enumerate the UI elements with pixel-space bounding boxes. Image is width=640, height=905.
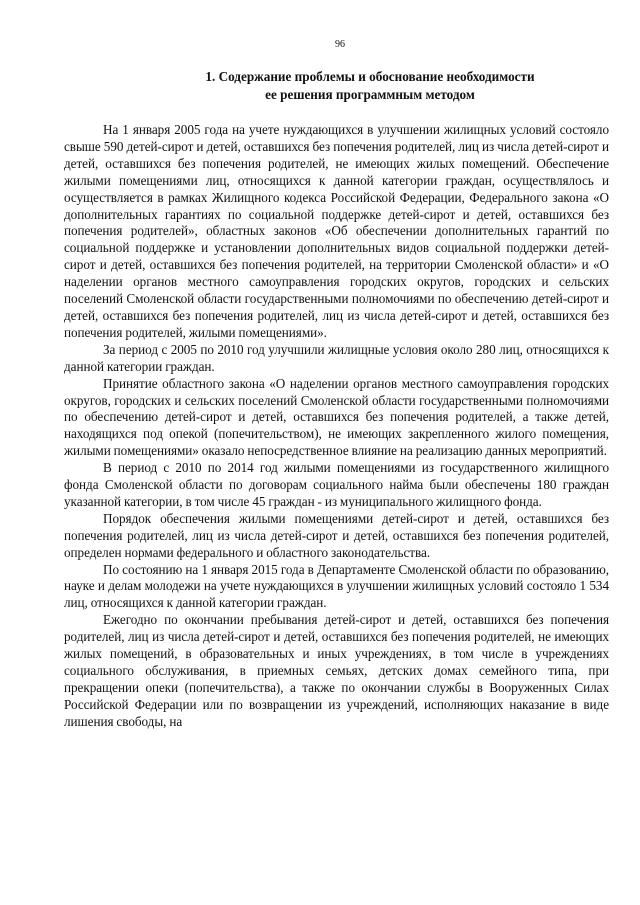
- paragraph-3: Принятие областного закона «О наделении органов местного самоуправления городских округов, городских и сельских поселений Смоленской области государственными полномочиями по обеспечению детей-сирот и детей, оставшихся без попечения родителей, а также детей, находящихся под опекой (попечительством), не имеющих закрепленного жилого помещения, жилыми помещениями» оказало непосредственное влияние на реализацию данных мероприятий.: [64, 375, 609, 459]
- paragraph-6: По состоянию на 1 января 2015 года в Департаменте Смоленской области по образованию, науке и делам молодежи на учете нуждающихся в улучшении жилищных условий состояло 1 534 лиц, относящихся к данной категории граждан.: [64, 561, 609, 611]
- body-text: [64, 122, 609, 731]
- section-heading: [140, 68, 600, 104]
- section-heading-line-1: 1. Содержание проблемы и обоснование необходимости: [205, 69, 535, 84]
- paragraph-7: Ежегодно по окончании пребывания детей-сирот и детей, оставшихся без попечения родителей, лиц из числа детей-сирот и детей, оставшихся без попечения родителей, не имеющих жилых помещений, в образовательных и иных учреждениях, в том числе в учреждениях социального обслуживания, в приемных семьях, детских домах семейного типа, при прекращении опеки (попечительства), а также по окончании службы в Вооруженных Силах Российской Федерации или по возвращении из учреждений, исполняющих наказание в виде лишения свободы, на: [64, 612, 609, 729]
- paragraph-4: В период с 2010 по 2014 год жилыми помещениями из государственного жилищного фонда Смоленской области по договорам социального найма были обеспечены 180 граждан указанной категории, в том числе 45 граждан - из муниципального жилищного фонда.: [64, 460, 609, 509]
- paragraph-1: На 1 января 2005 года на учете нуждающихся в улучшении жилищных условий состояло свыше 590 детей-сирот и детей, оставшихся без попечения родителей, лиц из числа детей-сирот и детей, оставшихся без попечения родителей, не имеющих жилых помещений. Обеспечение жилыми помещениями лиц, относящихся к данной категории граждан, осуществлялось и осуществляется в рамках Жилищного кодекса Российской Федерации, Федерального закона «О дополнительных гарантиях по социальной поддержке детей-сирот и детей, оставшихся без попечения родителей», областных законов «Об обеспечении дополнительных гарантий по социальной поддержке и установлении дополнительных видов социальной поддержки детей-сирот и детей, оставшихся без попечения родителей, на территории Смоленской области» и «О наделении органов местного самоуправления городских округов, городских и сельских поселений Смоленской области государственными полномочиями по обеспечению детей-сирот и детей, оставшихся без попечения родителей, лиц из числа детей-сирот и детей, оставшихся без попечения родителей, жилыми помещениями».: [64, 122, 609, 340]
- page-number: 96: [335, 39, 345, 50]
- paragraph-2: За период с 2005 по 2010 год улучшили жилищные условия около 280 лиц, относящихся к данной категории граждан.: [64, 341, 609, 374]
- section-heading-line-2: ее решения программным методом: [265, 87, 475, 102]
- paragraph-5: Порядок обеспечения жилыми помещениями детей-сирот и детей, оставшихся без попечения родителей, лиц из числа детей-сирот и детей, оставшихся без попечения родителей, определен нормами федерального и областного законодательства.: [64, 510, 609, 560]
